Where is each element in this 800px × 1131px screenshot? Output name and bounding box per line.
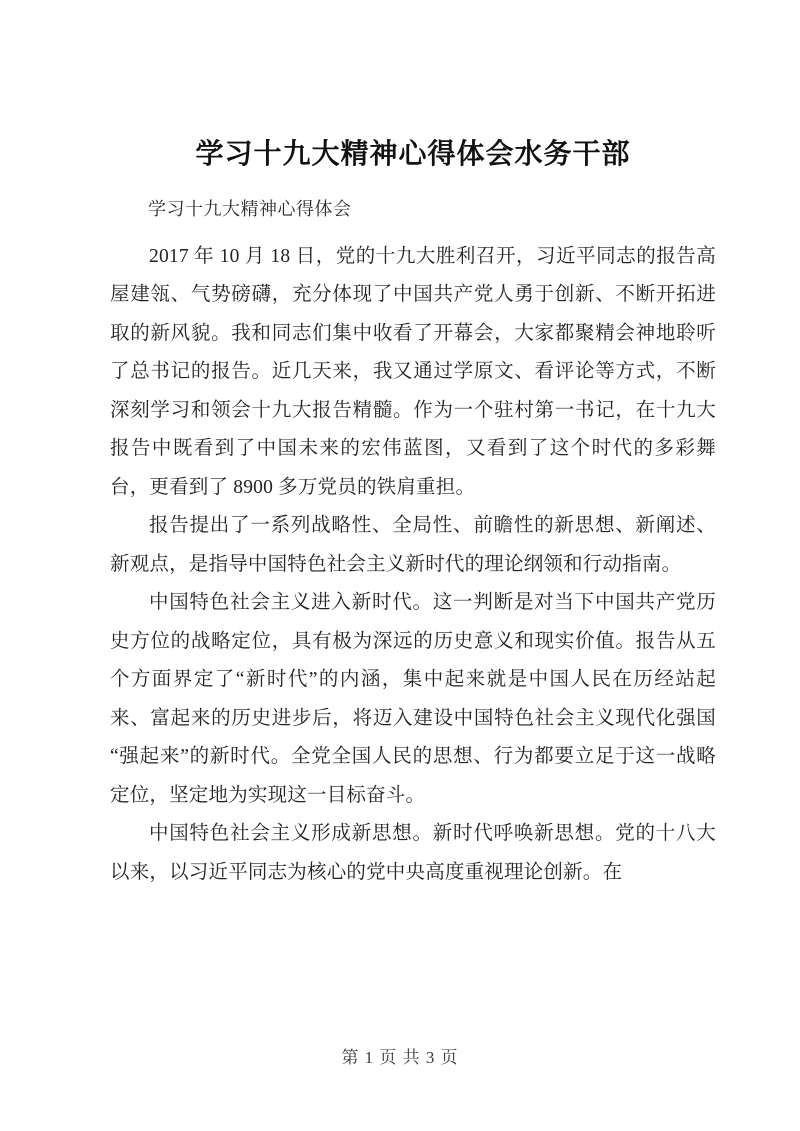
page-footer: 第 1 页 共 3 页 (341, 1048, 459, 1067)
document-body (110, 228, 716, 893)
paragraph: 2017 年 10 月 18 日，党的十九大胜利召开，习近平同志的报告高屋建瓴、气势磅礴，充分体现了中国共产党人勇于创新、不断开拓进取的新风貌。我和同志们集中收看了开幕会，大家都聚精会神地聆听了总书记的报告。近几天来，我又通过学原文、看评论等方式，不断深刻学习和领会十九大报告精髓。作为一个驻村第一书记，在十九大报告中既看到了中国未来的宏伟蓝图，又看到了这个时代的多彩舞台，更看到了 8900 多万党员的铁肩重担。 (110, 245, 716, 498)
document-subtitle: 学习十九大精神心得体会 (148, 198, 352, 219)
document-content (110, 0, 716, 892)
page-title: 学习十九大精神心得体会水务干部 (195, 139, 631, 170)
paragraph: 中国特色社会主义形成新思想。新时代呼唤新思想。党的十八大以来，以习近平同志为核心的党中央高度重视理论创新。在 (110, 823, 716, 883)
paragraph: 中国特色社会主义进入新时代。这一判断是对当下中国共产党历史方位的战略定位，具有极为深远的历史意义和现实价值。报告从五个方面界定了“新时代”的内涵，集中起来就是中国人民在历经站起来、富起来的历史进步后，将迈入建设中国特色社会主义现代化强国“强起来”的新时代。全党全国人民的思想、行为都要立足于这一战略定位，坚定地为实现这一目标奋斗。 (110, 592, 716, 806)
paragraph: 报告提出了一系列战略性、全局性、前瞻性的新思想、新阐述、新观点，是指导中国特色社会主义新时代的理论纲领和行动指南。 (110, 515, 716, 575)
